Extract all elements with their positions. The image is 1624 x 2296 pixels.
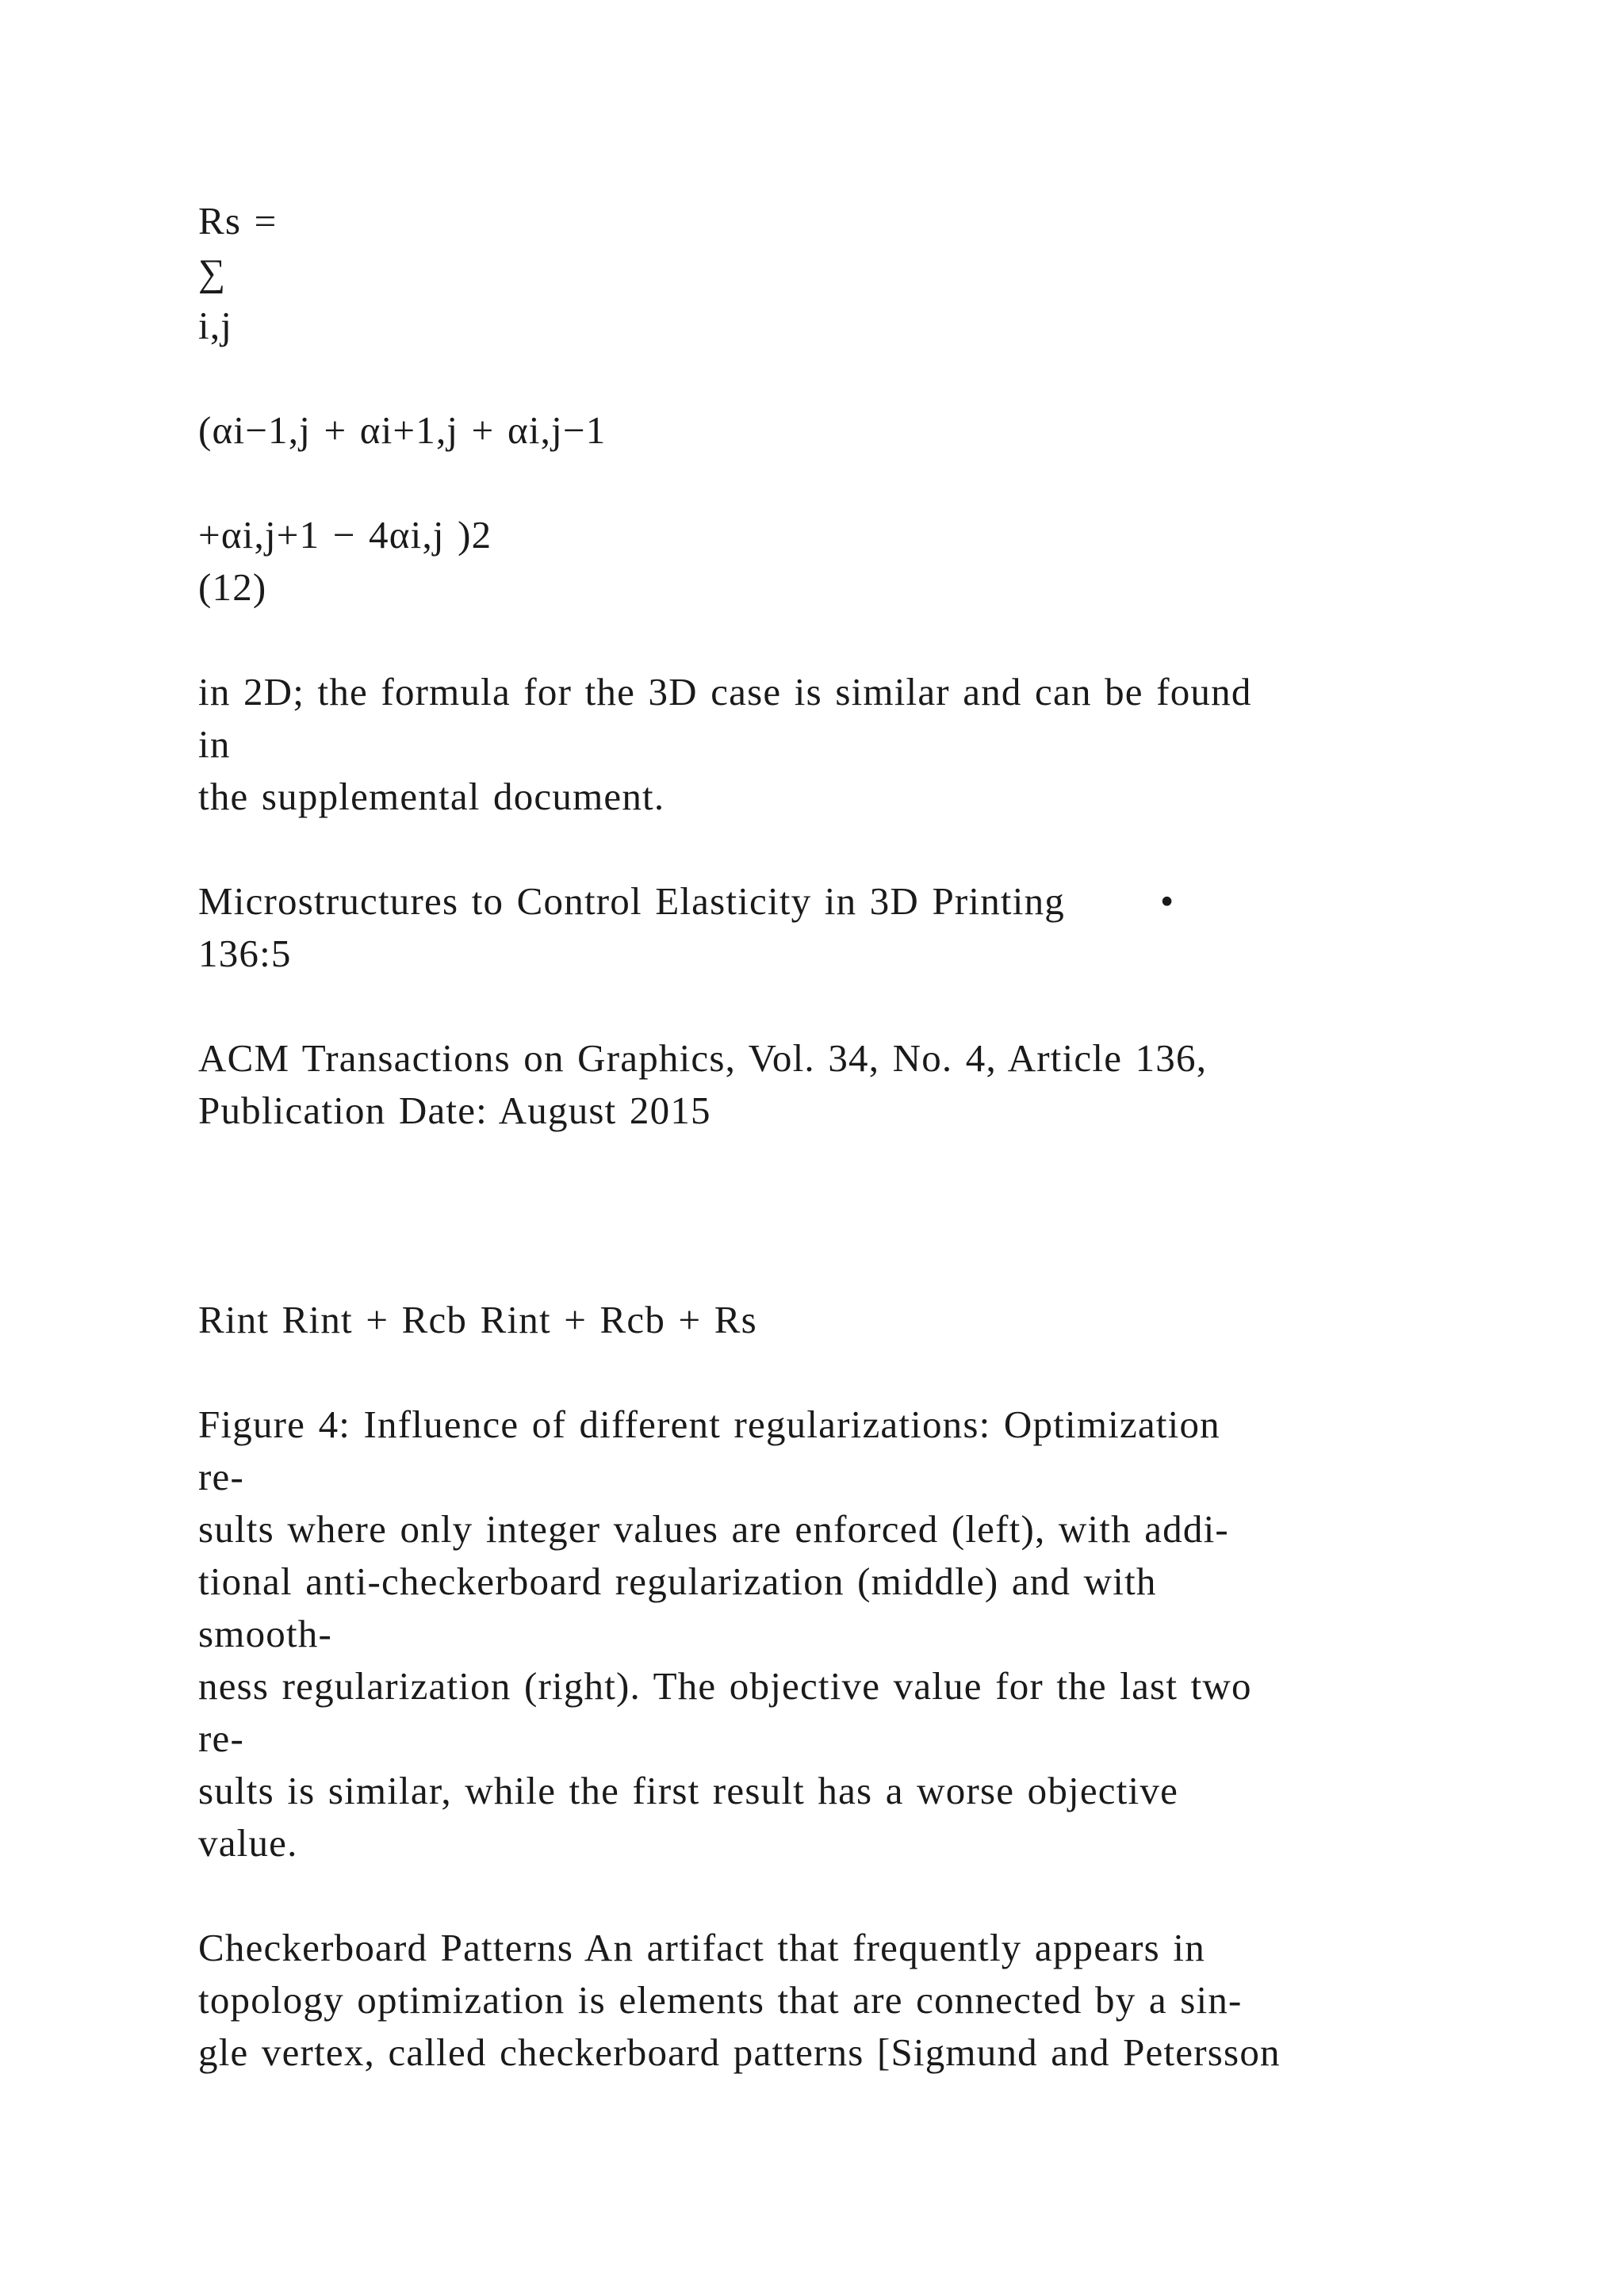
figure-labels: Rint Rint + Rcb Rint + Rcb + Rs [198,1298,757,1341]
caption-line: Figure 4: Influence of different regularizations: Optimization [198,1402,1220,1446]
body-text-line: in 2D; the formula for the 3D case is similar and can be found [198,670,1252,714]
paragraph-line: topology optimization is elements that are connected by a sin- [198,1978,1243,2022]
caption-line: sults is similar, while the first result has a worse objective [198,1769,1179,1812]
running-header-title: Microstructures to Control Elasticity in 3D Printing [198,879,1065,923]
journal-info-line: Publication Date: August 2015 [198,1089,711,1132]
running-header [198,875,1546,928]
equation-lhs: Rs = [198,199,278,243]
equation-number: (12) [198,565,267,609]
caption-line: sults where only integer values are enforced (left), with addi- [198,1507,1229,1551]
paragraph-line: gle vertex, called checkerboard patterns [Sigmund and Petersson [198,2030,1281,2074]
caption-line: ness regularization (right). The objective value for the last two [198,1664,1252,1708]
body-text-line: the supplemental document. [198,775,665,818]
paragraph-line: Checkerboard Patterns An artifact that frequently appears in [198,1926,1205,1969]
caption-line: tional anti-checkerboard regularization (middle) and with [198,1559,1157,1603]
bullet-separator: • [1159,879,1175,923]
caption-line: value. [198,1821,298,1865]
caption-line: re- [198,1716,244,1760]
caption-line: smooth- [198,1612,333,1655]
body-text-line: in [198,722,231,766]
equation-term-2: +αi,j+1 − 4αi,j )2 [198,513,492,557]
sum-symbol: ∑ [198,252,227,294]
document-page [198,195,1546,2079]
sum-subscript: i,j [198,304,233,347]
journal-info-line: ACM Transactions on Graphics, Vol. 34, No. 4, Article 136, [198,1036,1208,1080]
caption-line: re- [198,1455,244,1498]
page-number: 136:5 [198,932,292,975]
equation-term-1: (αi−1,j + αi+1,j + αi,j−1 [198,408,607,452]
